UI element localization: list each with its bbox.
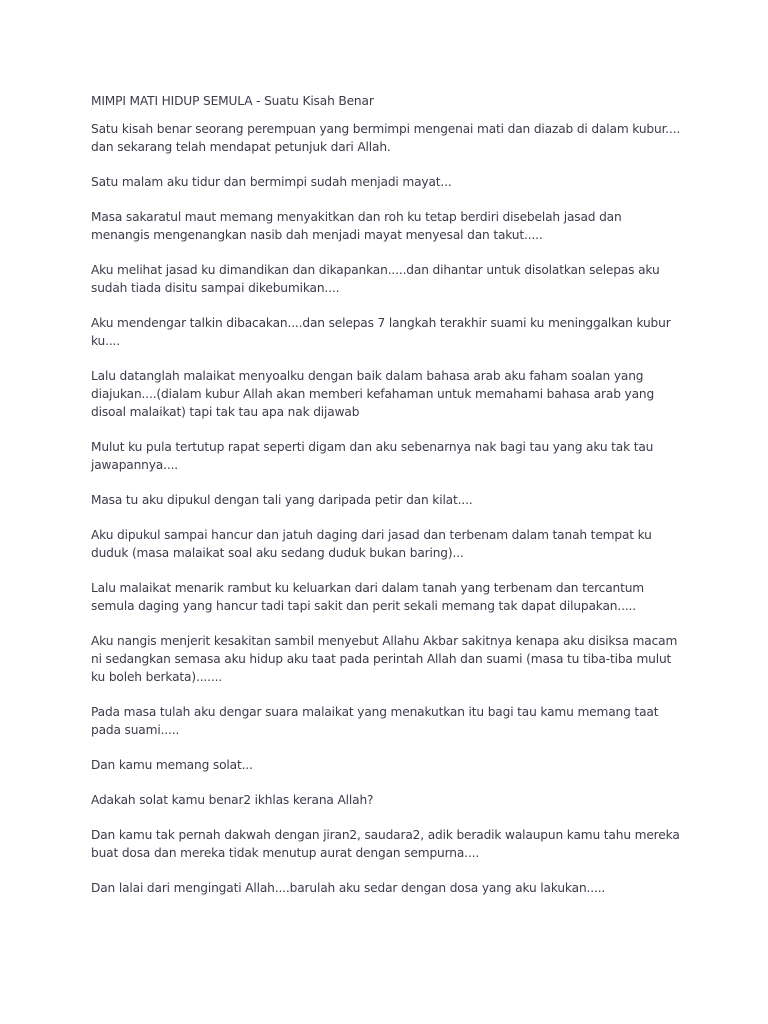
paragraph: Aku mendengar talkin dibacakan....dan selepas 7 langkah terakhir suami ku meninggalkan kubur ku.... (91, 316, 671, 348)
paragraph: Satu malam aku tidur dan bermimpi sudah menjadi mayat... (91, 175, 452, 189)
paragraph: Aku melihat jasad ku dimandikan dan dikapankan.....dan dihantar untuk disolatkan selepas aku sudah tiada disitu sampai dikebumikan.... (91, 263, 660, 295)
paragraph: Dan lalai dari mengingati Allah....barulah aku sedar dengan dosa yang aku lakukan..... (91, 881, 606, 895)
paragraph: Masa tu aku dipukul dengan tali yang daripada petir dan kilat.... (91, 493, 473, 507)
paragraph: Aku dipukul sampai hancur dan jatuh daging dari jasad dan terbenam dalam tanah tempat ku duduk (masa malaikat soal aku sedang duduk bukan baring)... (91, 528, 652, 560)
paragraph: Masa sakaratul maut memang menyakitkan dan roh ku tetap berdiri disebelah jasad dan menangis mengenangkan nasib dah menjadi mayat menyesal dan takut..... (91, 210, 622, 242)
paragraph: Mulut ku pula tertutup rapat seperti digam dan aku sebenarnya nak bagi tau yang aku tak tau jawapannya.... (91, 440, 654, 472)
paragraph: Dan kamu tak pernah dakwah dengan jiran2, saudara2, adik beradik walaupun kamu tahu mereka buat dosa dan mereka tidak menutup aurat dengan sempurna.... (91, 828, 680, 860)
document-body (91, 92, 681, 914)
paragraph: Satu kisah benar seorang perempuan yang bermimpi mengenai mati dan diazab di dalam kubur.... dan sekarang telah mendapat petunjuk dari Allah. (91, 122, 681, 154)
document-title: MIMPI MATI HIDUP SEMULA - Suatu Kisah Benar (91, 94, 374, 108)
paragraph: Pada masa tulah aku dengar suara malaikat yang menakutkan itu bagi tau kamu memang taat pada suami..... (91, 705, 659, 737)
paragraph: Dan kamu memang solat... (91, 758, 253, 772)
paragraph: Lalu malaikat menarik rambut ku keluarkan dari dalam tanah yang terbenam dan tercantum semula daging yang hancur tadi tapi sakit dan perit sekali memang tak dapat dilupakan..... (91, 581, 645, 613)
paragraph: Aku nangis menjerit kesakitan sambil menyebut Allahu Akbar sakitnya kenapa aku disiksa macam ni sedangkan semasa aku hidup aku taat pada perintah Allah dan suami (masa tu tiba-tiba mulut ku boleh berkata)....... (91, 634, 678, 684)
paragraph: Lalu datanglah malaikat menyoalku dengan baik dalam bahasa arab aku faham soalan yang diajukan....(dialam kubur Allah akan memberi kefahaman untuk memahami bahasa arab yang disoal malaikat) tapi tak tau apa nak dijawab (91, 369, 655, 419)
paragraph: Adakah solat kamu benar2 ikhlas kerana Allah? (91, 793, 374, 807)
